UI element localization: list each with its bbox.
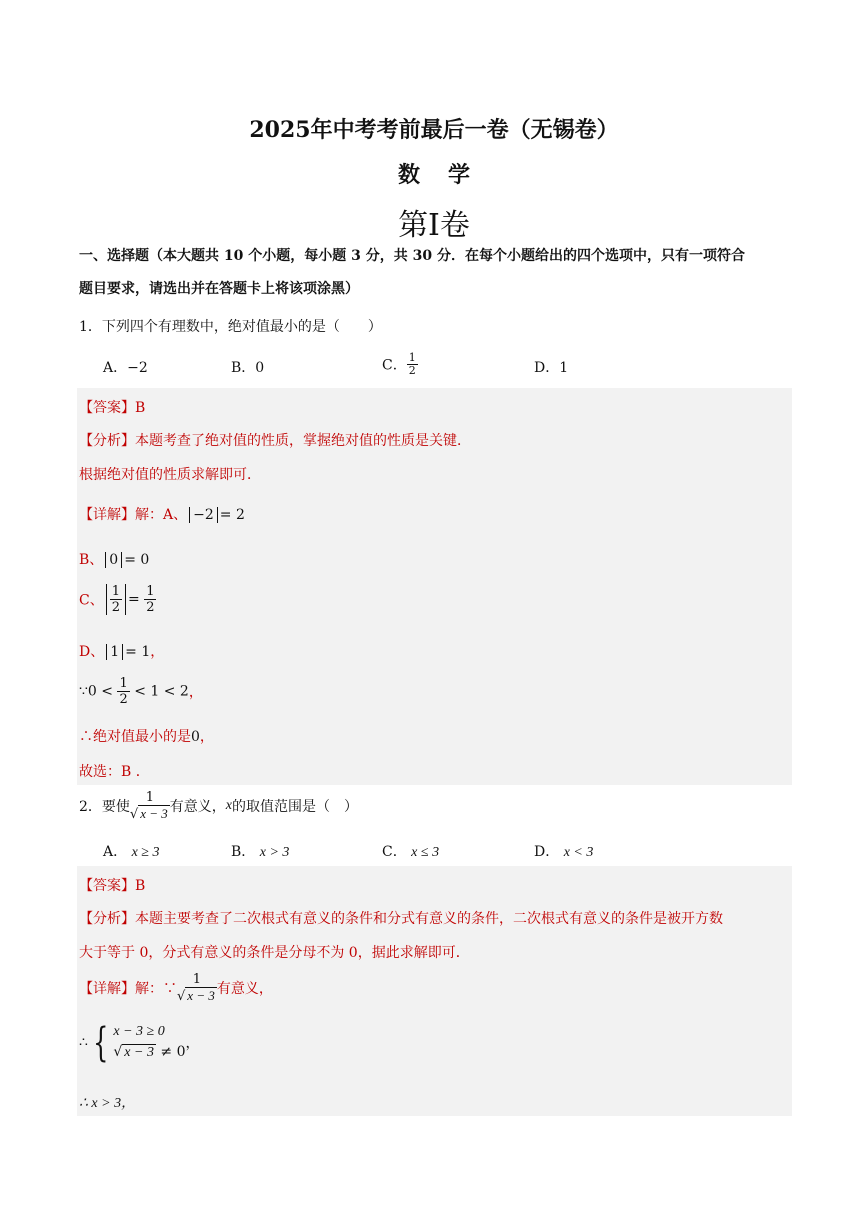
q1-analysis-2: 根据绝对值的性质求解即可．: [79, 467, 261, 483]
q1-solution-box: [77, 388, 792, 785]
q2-fraction: $\frac{1}{√ x - 3}$: [129, 790, 168, 822]
q1-detail-b: B、 0 = 0: [79, 552, 150, 568]
q2-option-c: C． x ≤ 3: [382, 844, 440, 860]
section-instructions: [79, 240, 791, 306]
section-line-2: 题目要求，请选出并在答题卡上将该项涂黑）: [79, 281, 359, 297]
option-label: C．: [382, 357, 407, 374]
q1-option-a: [103, 357, 148, 377]
option-label: A．: [103, 360, 128, 376]
question-1-stem: 1．下列四个有理数中，绝对值最小的是（ ）: [79, 319, 382, 335]
option-value: −2: [127, 360, 148, 376]
q1-choice: 故选：B ．: [79, 764, 150, 780]
q1-detail-d: D、 1 = 1，: [79, 644, 165, 660]
q2-option-b: B． x > 3: [231, 844, 290, 860]
q1-option-b: [231, 357, 264, 377]
exam-title: 2025年中考考前最后一卷（无锡卷）: [249, 117, 619, 143]
q1-answer: 【答案】B: [79, 400, 146, 416]
option-value: 0: [255, 360, 265, 376]
q1-detail-c: C、 $\frac{1}{2}$ = $\frac{1}{2}$: [79, 584, 155, 615]
q2-system: ∴ { x − 3 ≥ 0 √ x − 3 ≠ 0 ，: [79, 1019, 200, 1066]
q2-solution-box: [77, 866, 792, 1116]
question-2-stem: 2．要使 $\frac{1}{√ x - 3}$ 有意义，x的取值范围是（ ）: [79, 790, 358, 822]
option-label: D．: [534, 360, 560, 376]
subject-title: 数学: [397, 162, 498, 188]
q1-option-d: [534, 357, 568, 377]
q1-option-c: [382, 352, 418, 377]
q2-detail: 【详解】解：∵ $\frac{1}{√ x - 3}$ 有意义，: [79, 972, 273, 1004]
option-label: B．: [231, 360, 256, 376]
q2-option-d: D． x < 3: [534, 844, 594, 860]
q2-final: ∴ x > 3，: [79, 1096, 136, 1111]
option-fraction: $\frac{1}{2}$: [408, 351, 416, 377]
q2-analysis-2: 大于等于 0，分式有意义的条件是分母不为 0，据此求解即可．: [79, 945, 470, 961]
q1-analysis: 【分析】本题考查了绝对值的性质，掌握绝对值的性质是关键．: [79, 433, 471, 449]
q2-answer: 【答案】B: [79, 878, 146, 894]
option-value: 1: [559, 360, 569, 376]
q1-detail-a: 【详解】解：A、 −2 = 2: [79, 507, 245, 523]
volume-title: 第I卷: [398, 208, 470, 243]
q1-inequality: ∵0 < $\frac{1}{2}$ < 1 < 2，: [79, 676, 203, 707]
q2-option-a: A． x ≥ 3: [103, 844, 160, 860]
q1-therefore: ∴绝对值最小的是0，: [79, 729, 214, 745]
section-line-1: 一、选择题（本大题共 10 个小题，每小题 3 分，共 30 分．在每个小题给出的四个选项中，只有一项符合: [79, 248, 745, 264]
q2-analysis-1: 【分析】本题主要考查了二次根式有意义的条件和分式有意义的条件，二次根式有意义的条件是被开方数: [79, 911, 723, 927]
